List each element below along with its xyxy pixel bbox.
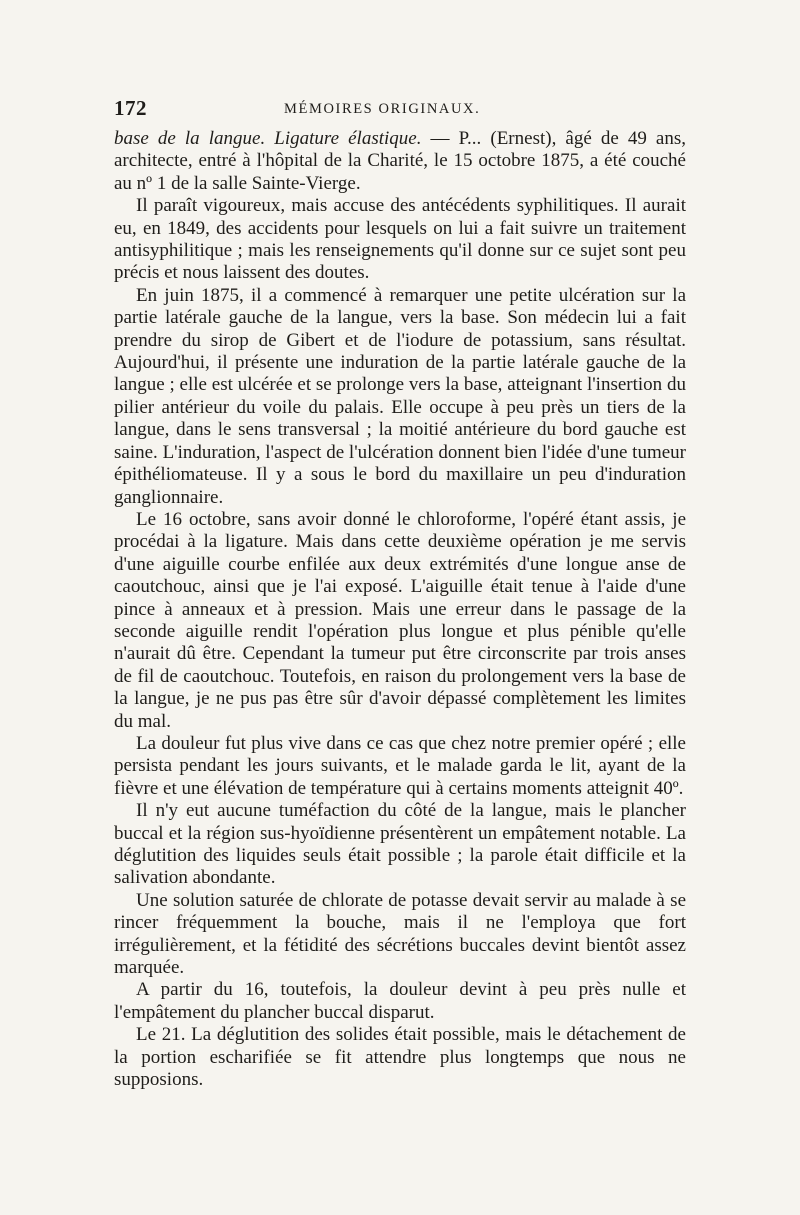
paragraph-1 (114, 128, 686, 195)
case-heading: base de la langue. Ligature élastique. (114, 128, 422, 149)
running-title: MÉMOIRES ORIGINAUX. (284, 101, 481, 117)
paragraph-2: Il paraît vigoureux, mais accuse des antécédents syphilitiques. Il aurait eu, en 1849, des accidents pour lesquels on lui a fait suivre un traitement antisyphilitique ; mais les renseignements qu'il donne sur ce sujet sont peu précis et nous laissent des doutes. (114, 195, 686, 284)
page-number: 172 (114, 96, 147, 120)
body-text (114, 128, 686, 1091)
paragraph-4: Le 16 octobre, sans avoir donné le chloroforme, l'opéré étant assis, je procédai à la ligature. Mais dans cette deuxième opération je me servis d'une aiguille courbe enfilée aux deux extrémités d'une longue anse de caoutchouc, ainsi que je l'ai exposé. L'aiguille était tenue à l'aide d'une pince à anneaux et à pression. Mais une erreur dans le passage de la seconde aiguille rendit l'opération plus longue et plus pénible qu'elle n'aurait dû être. Cependant la tumeur put être circonscrite par trois anses de fil de caoutchouc. Toutefois, en raison du prolongement vers la base de la langue, je ne pus pas être sûr d'avoir dépassé complètement les limites du mal. (114, 508, 686, 732)
paragraph-text: — P... (Ernest), âgé de 49 ans, architecte, entré à l'hôpital de la Charité, le 15 octobre 1875, a été couché au nº 1 de la salle Sainte-Vierge. (114, 128, 686, 194)
paragraph-5: La douleur fut plus vive dans ce cas que chez notre premier opéré ; elle persista pendant les jours suivants, et le malade garda le lit, ayant de la fièvre et une élévation de température qui à certains moments atteignit 40º. (114, 732, 686, 799)
paragraph-9: Le 21. La déglutition des solides était possible, mais le détachement de la portion escharifiée se fit attendre plus longtemps que nous ne supposions. (114, 1024, 686, 1091)
page-header (114, 96, 694, 122)
paragraph-3: En juin 1875, il a commencé à remarquer une petite ulcération sur la partie latérale gauche de la langue, vers la base. Son médecin lui a fait prendre du sirop de Gibert et de l'iodure de potassium, sans résultat. Aujourd'hui, il présente une induration de la partie latérale gauche de la langue ; elle est ulcérée et se prolonge vers la base, atteignant l'insertion du pilier antérieur du voile du palais. Elle occupe à peu près un tiers de la langue, dans le sens transversal ; la moitié antérieure du bord gauche est saine. L'induration, l'aspect de l'ulcération donnent bien l'idée d'une tumeur épithéliomateuse. Il y a sous le bord du maxillaire un peu d'induration ganglionnaire. (114, 284, 686, 508)
paragraph-8: A partir du 16, toutefois, la douleur devint à peu près nulle et l'empâtement du plancher buccal disparut. (114, 979, 686, 1023)
paragraph-7: Une solution saturée de chlorate de potasse devait servir au malade à se rincer fréquemment la bouche, mais il ne l'employa que fort irrégulièrement, et la fétidité des sécrétions buccales devint bientôt assez marquée. (114, 889, 686, 979)
paragraph-6: Il n'y eut aucune tuméfaction du côté de la langue, mais le plancher buccal et la région sus-hyoïdienne présentèrent un empâtement notable. La déglutition des liquides seuls était possible ; la parole était difficile et la salivation abondante. (114, 800, 686, 889)
